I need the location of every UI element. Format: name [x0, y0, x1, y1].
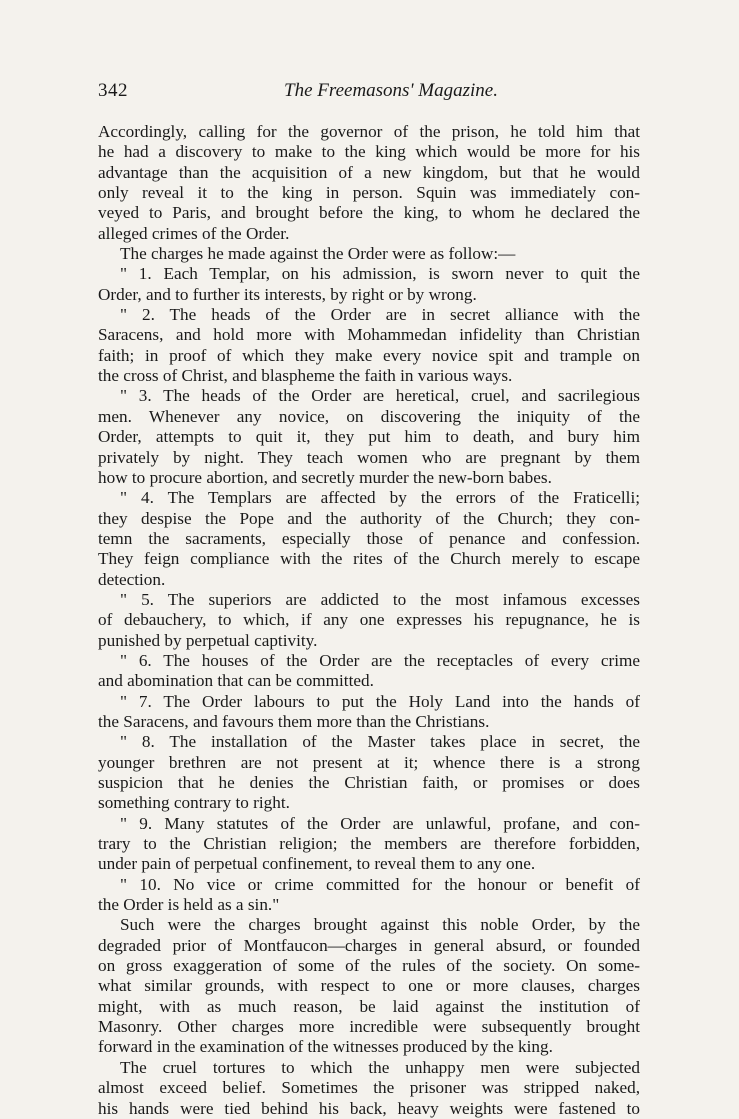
text-line: Accordingly, calling for the governor of the prison, he told him that	[98, 122, 640, 141]
text-line: only reveal it to the king in person. Squin was immediately con-	[98, 183, 640, 203]
text-line: what similar grounds, with respect to one or more clauses, charges	[98, 976, 640, 996]
text-line: privately by night. They teach women who are pregnant by them	[98, 447, 640, 467]
text-line: detection.	[98, 569, 166, 589]
running-title: The Freemasons' Magazine.	[284, 80, 498, 101]
text-line: forward in the examination of the witnesses produced by the king.	[98, 1037, 553, 1057]
text-line: how to procure abortion, and secretly murder the new-born babes.	[98, 467, 552, 487]
text-line: the Saracens, and favours them more than the Christians.	[98, 711, 490, 731]
text-line: the Order is held as a sin."	[98, 895, 280, 915]
text-line: he had a discovery to make to the king which would be more for his	[98, 142, 640, 162]
text-line: punished by perpetual captivity.	[98, 630, 318, 650]
text-line: " 6. The houses of the Order are the receptacles of every crime	[120, 650, 640, 670]
text-line: " 7. The Order labours to put the Holy Land into the hands of	[120, 691, 640, 711]
text-line: Masonry. Other charges more incredible were subsequently brought	[98, 1017, 640, 1037]
text-line: veyed to Paris, and brought before the king, to whom he declared the	[98, 203, 640, 223]
text-line: something contrary to right.	[98, 793, 290, 813]
text-line: younger brethren are not present at it; whence there is a strong	[98, 752, 640, 772]
text-line: on gross exaggeration of some of the rules of the society. On some-	[98, 956, 640, 976]
text-line: degraded prior of Montfaucon—charges in general absurd, or founded	[98, 935, 640, 955]
text-line: The charges he made against the Order were as follow:—	[120, 244, 516, 264]
text-line: Saracens, and hold more with Mohammedan infidelity than Christian	[98, 325, 640, 345]
text-line: They feign compliance with the rites of the Church merely to escape	[98, 549, 640, 569]
text-line: " 5. The superiors are addicted to the most infamous excesses	[120, 589, 640, 609]
text-line: alleged crimes of the Order.	[98, 223, 290, 243]
article-body	[98, 122, 640, 1119]
text-line: Order, attempts to quit it, they put him to death, and bury him	[98, 427, 640, 447]
text-line: Order, and to further its interests, by right or by wrong.	[98, 284, 477, 304]
text-line: of debauchery, to which, if any one expresses his repugnance, he is	[98, 610, 640, 630]
text-line: and abomination that can be committed.	[98, 671, 374, 691]
text-line: they despise the Pope and the authority of the Church; they con-	[98, 508, 640, 528]
text-line: " 2. The heads of the Order are in secret alliance with the	[120, 305, 640, 325]
text-line: " 10. No vice or crime committed for the honour or benefit of	[120, 874, 640, 894]
text-line: men. Whenever any novice, on discovering the iniquity of the	[98, 406, 640, 426]
text-line: his hands were tied behind his back, heavy weights were fastened to	[98, 1098, 640, 1118]
text-line: " 1. Each Templar, on his admission, is sworn never to quit the	[120, 264, 640, 284]
text-line: " 9. Many statutes of the Order are unlawful, profane, and con-	[120, 813, 640, 833]
page-number: 342	[98, 80, 128, 101]
text-line: almost exceed belief. Sometimes the prisoner was stripped naked,	[98, 1078, 640, 1098]
text-line: trary to the Christian religion; the members are therefore forbidden,	[98, 834, 640, 854]
page-header	[98, 80, 644, 104]
text-line: Such were the charges brought against this noble Order, by the	[120, 915, 640, 935]
text-line: the cross of Christ, and blaspheme the faith in various ways.	[98, 366, 513, 386]
text-line: " 4. The Templars are affected by the errors of the Fraticelli;	[120, 488, 640, 508]
text-line: faith; in proof of which they make every novice spit and trample on	[98, 345, 640, 365]
text-line: " 8. The installation of the Master takes place in secret, the	[120, 732, 640, 752]
text-line: suspicion that he denies the Christian faith, or promises or does	[98, 773, 640, 792]
text-line: temn the sacraments, especially those of penance and confession.	[98, 528, 640, 548]
text-line: The cruel tortures to which the unhappy men were subjected	[120, 1057, 640, 1077]
text-line: might, with as much reason, be laid against the institution of	[98, 996, 640, 1016]
text-line: " 3. The heads of the Order are heretical, cruel, and sacrilegious	[120, 386, 640, 406]
text-line: under pain of perpetual confinement, to reveal them to any one.	[98, 854, 536, 874]
text-line: advantage than the acquisition of a new kingdom, but that he would	[98, 162, 640, 182]
